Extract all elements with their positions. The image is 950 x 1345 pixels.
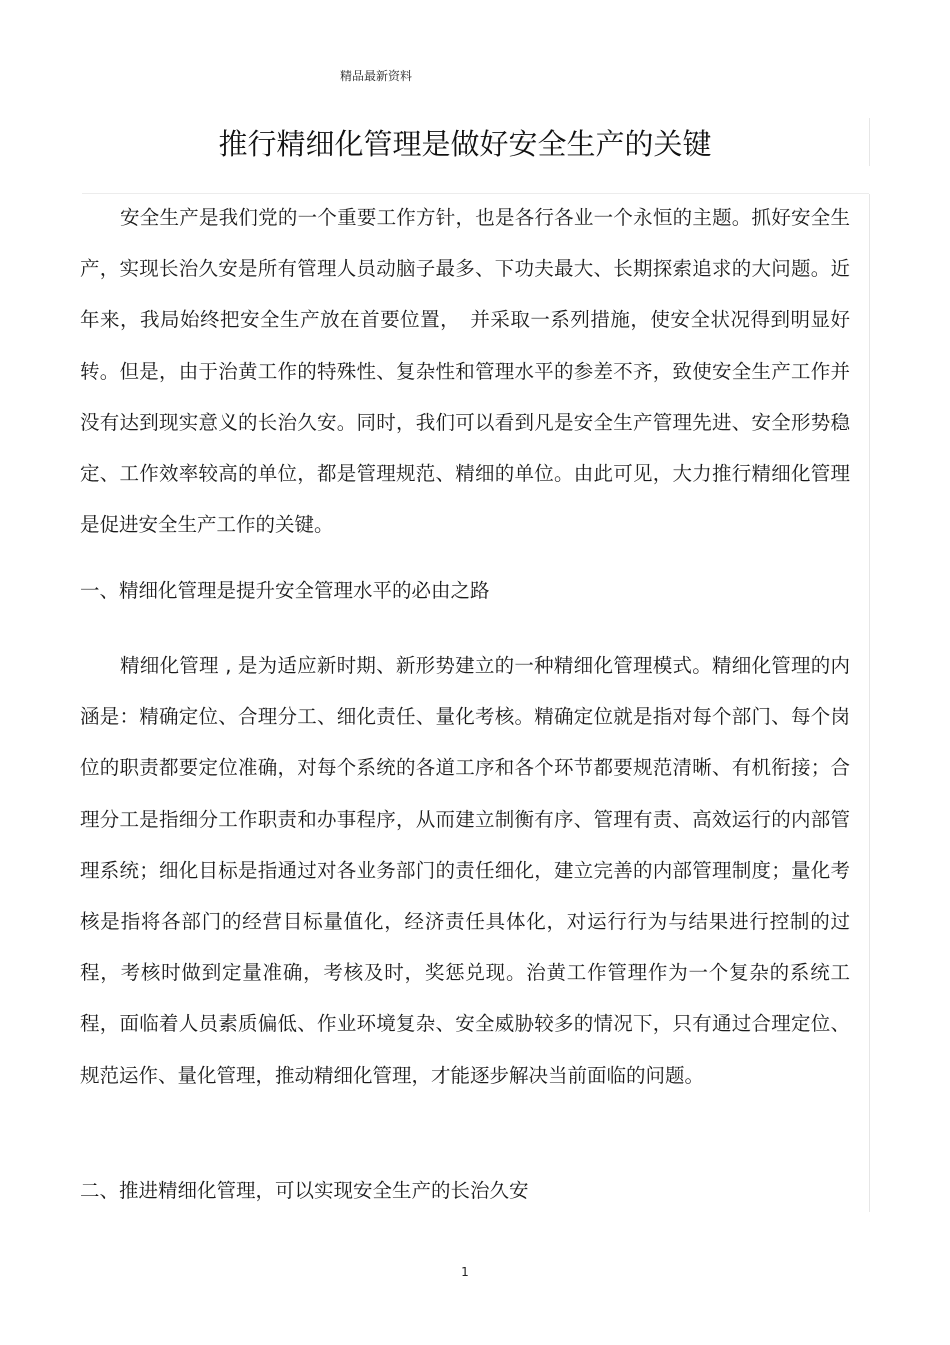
frame-divider-right-top — [869, 118, 870, 166]
section-heading-2: 二、推进精细化管理，可以实现安全生产的长治久安 — [80, 1179, 529, 1202]
section-1-paragraph: 精细化管理 , 是为适应新时期、新形势建立的一种精细化管理模式。精细化管理的内涵是：精确定位、合理分工、细化责任、量化考核。精确定位就是指对每个部门、每个岗位的职责都要定位准确，对每个系统的各道工序和各个环节都要规范清晰、有机衔接；合理分工是指细分工作职责和办事程序，从而建立制衡有序、管理有责、高效运行的内部管理系统；细化目标是指通过对各业务部门的责任细化，建立完善的内部管理制度；量化考核是指将各部门的经营目标量值化，经济责任具体化，对运行行为与结果进行控制的过程，考核时做到定量准确，考核及时，奖惩兑现。治黄工作管理作为一个复杂的系统工程，面临着人员素质偏低、作业环境复杂、安全威胁较多的情况下，只有通过合理定位、规范运作、量化管理，推动精细化管理，才能逐步解决当前面临的问题。 — [80, 654, 850, 1087]
intro-paragraph: 安全生产是我们党的一个重要工作方针，也是各行各业一个永恒的主题。抓好安全生产，实现长治久安是所有管理人员动脑子最多、下功夫最大、长期探索追求的大问题。近年来，我局始终把安全生产放在首要位置， 并采取一系列措施，使安全状况得到明显好转。但是，由于治黄工作的特殊性、复杂性和管理水平的参差不齐，致使安全生产工作并没有达到现实意义的长治久安。同时，我们可以看到凡是安全生产管理先进、安全形势稳定、工作效率较高的单位，都是管理规范、精细的单位。由此可见，大力推行精细化管理是促进安全生产工作的关键。 — [80, 206, 850, 537]
page-number: 1 — [461, 1265, 469, 1279]
document-title: 推行精细化管理是做好安全生产的关键 — [218, 127, 712, 161]
frame-divider-right — [869, 194, 870, 1212]
header-note: 精品最新资料 — [340, 69, 413, 83]
section-heading-1: 一、精细化管理是提升安全管理水平的必由之路 — [80, 579, 490, 602]
